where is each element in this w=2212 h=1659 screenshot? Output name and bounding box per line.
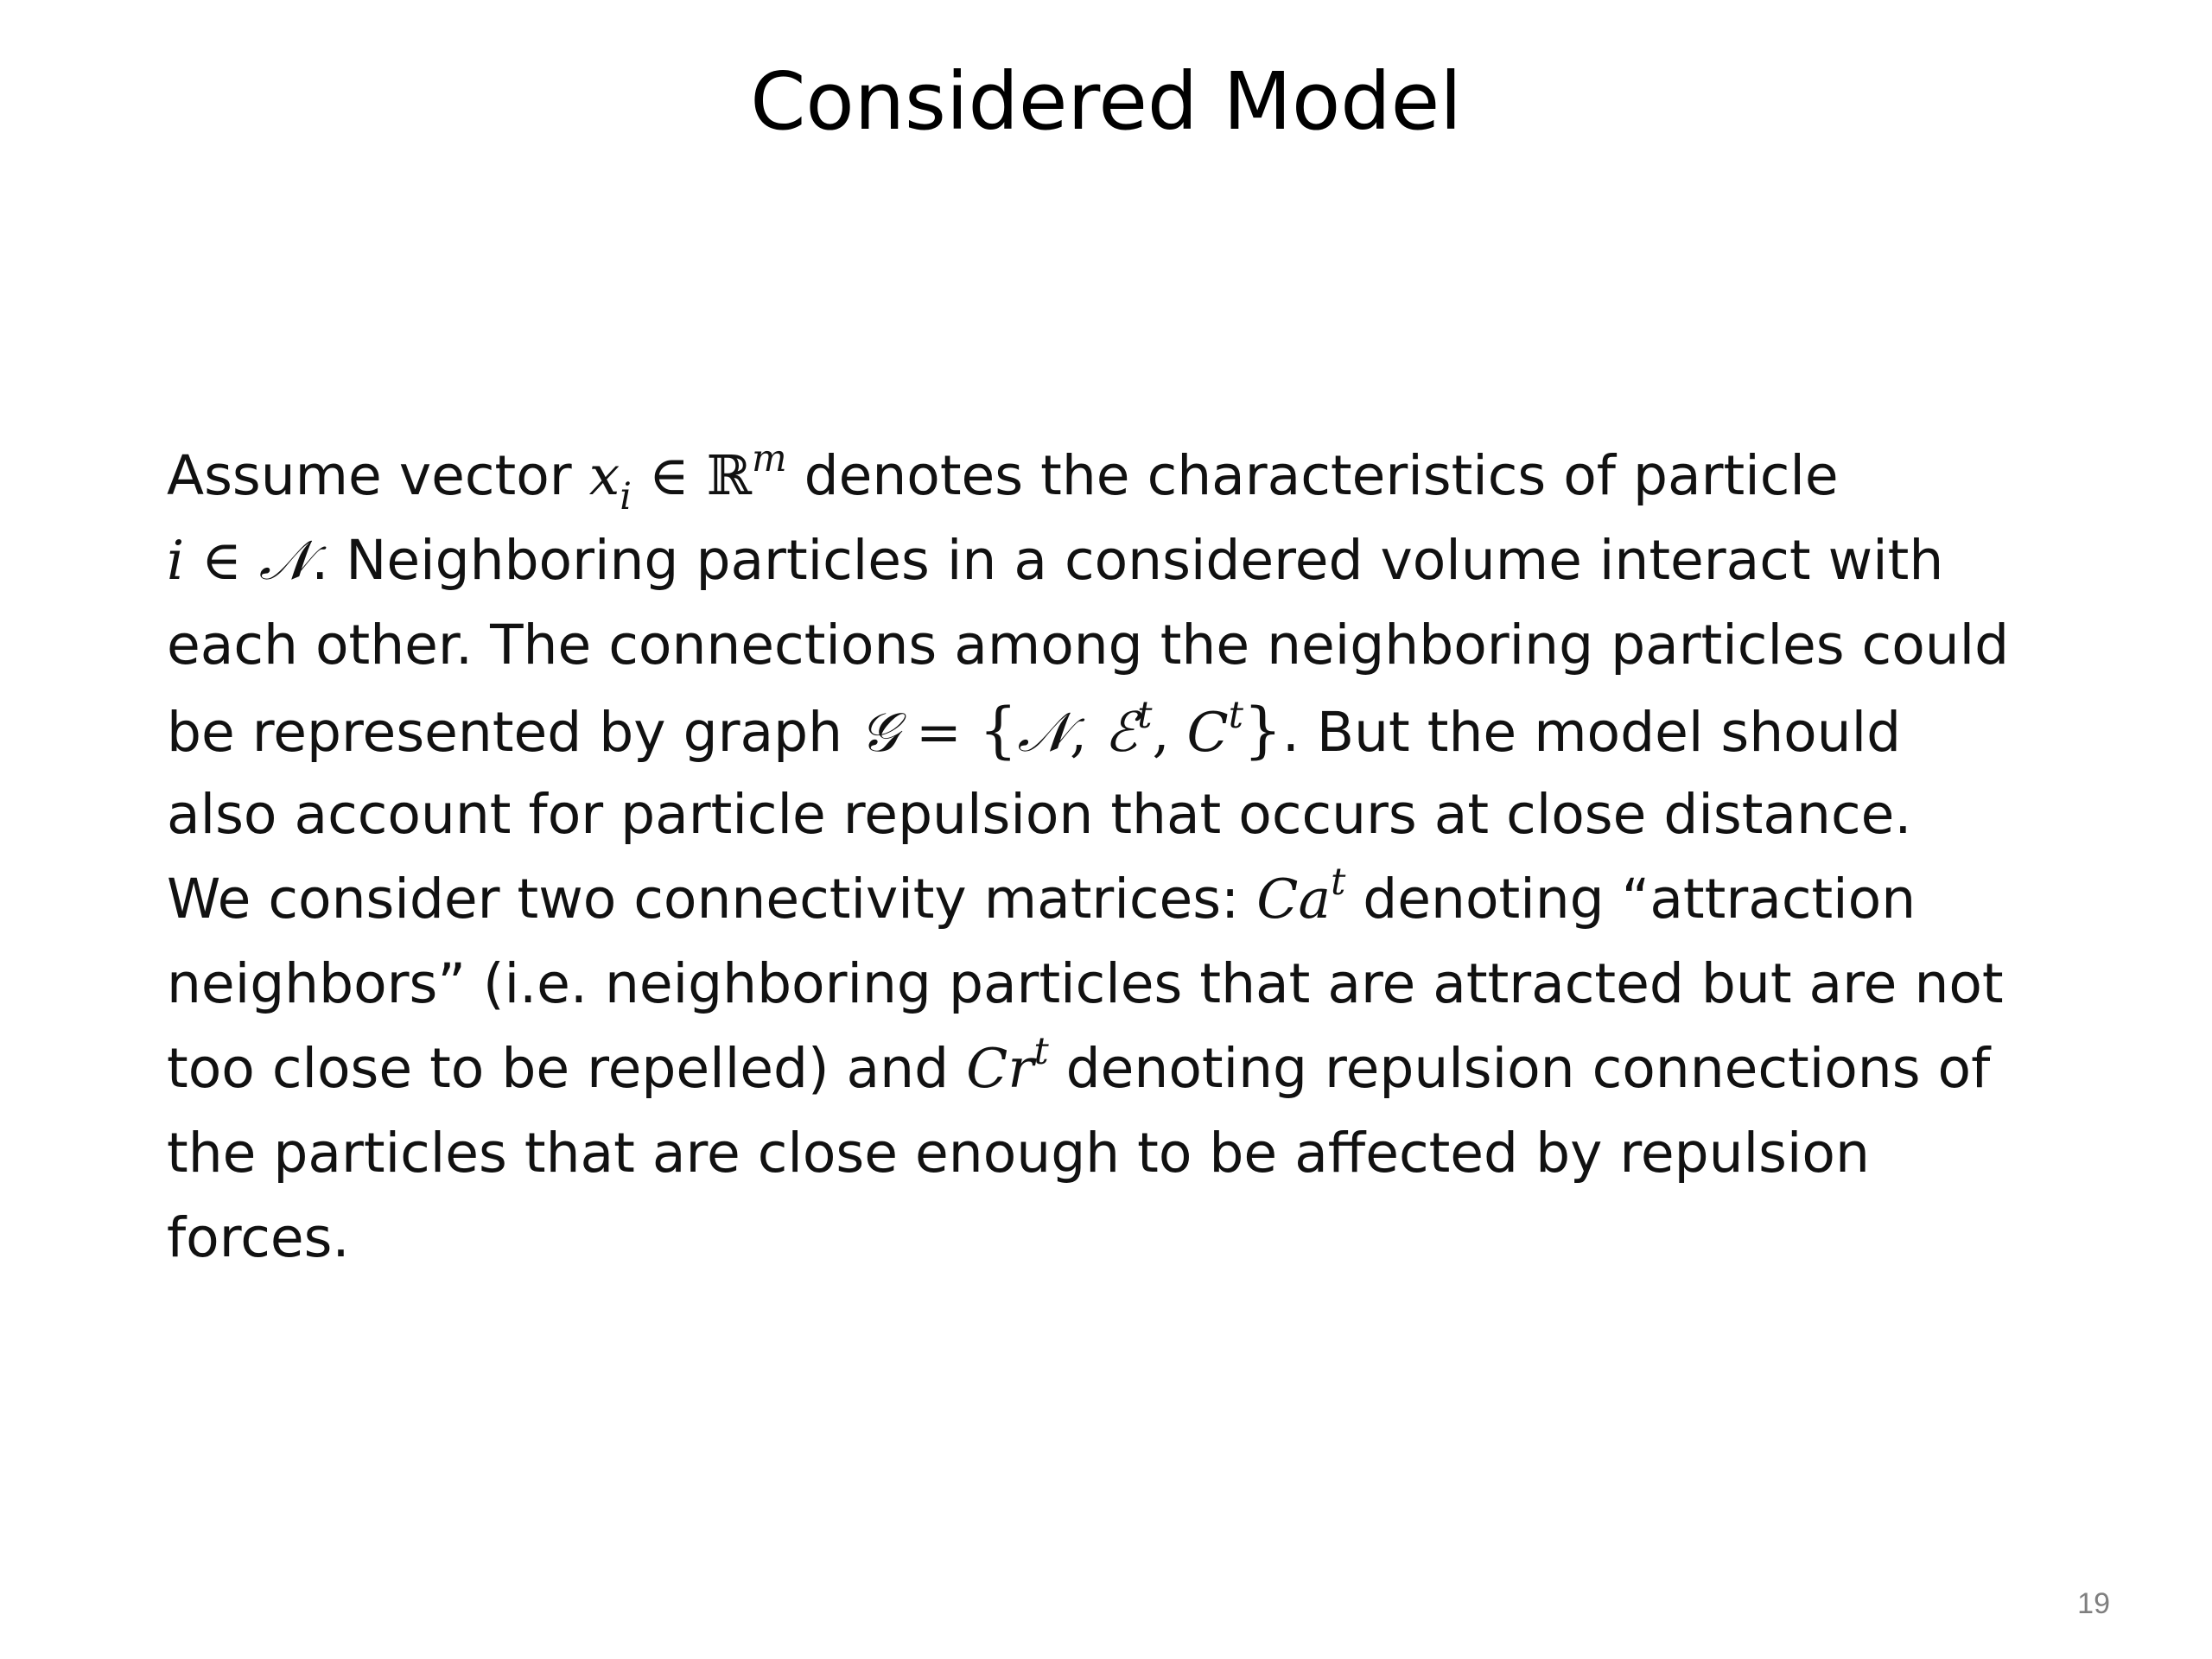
math-sup-t: t: [1137, 693, 1153, 737]
page-number: 19: [2077, 1587, 2110, 1620]
math-sup-m: m: [751, 436, 787, 480]
paragraph-line-8: [167, 1027, 2120, 1111]
text-run: denoting “attraction: [1345, 868, 1916, 931]
text-run: We consider two connectivity matrices:: [167, 868, 1257, 931]
math-var-i: i: [167, 529, 185, 592]
math-cr: [966, 1029, 1049, 1100]
paragraph-line-10: [167, 1196, 2120, 1281]
math-ca: [1256, 860, 1346, 931]
paragraph-line-3: [167, 603, 2120, 688]
math-blackboard-r: ℝ: [706, 444, 752, 507]
math-comma: ,: [1070, 701, 1105, 764]
math-sup-t: t: [1033, 1029, 1049, 1073]
math-sup-t: t: [1228, 693, 1243, 737]
math-var-ca: Ca: [1256, 868, 1332, 931]
text-run: neighbors” (i.e. neighboring particles that are attracted but are not: [167, 952, 2004, 1015]
math-sub-i: i: [620, 475, 632, 519]
paragraph-line-7: [167, 942, 2120, 1027]
math-reals: [706, 436, 787, 507]
text-run: denotes the characteristics of particle: [786, 444, 1839, 507]
math-right-brace: }: [1243, 695, 1282, 766]
math-cal-e: [1104, 693, 1153, 764]
math-x: [588, 444, 632, 519]
paragraph-line-2: [167, 518, 2120, 603]
slide-title: Considered Model: [750, 55, 1462, 148]
math-cal-e-symbol: ℰ: [1104, 701, 1138, 764]
math-var-c: C: [1186, 701, 1229, 764]
math-cal-n: 𝒩: [258, 529, 312, 592]
paragraph-line-9: [167, 1111, 2120, 1196]
math-cal-g: 𝒢: [860, 701, 899, 764]
paragraph-line-1: [167, 434, 2120, 518]
text-run: the particles that are close enough to be affected by repulsion: [167, 1122, 1870, 1185]
text-run: . But the model should: [1281, 701, 1902, 764]
text-run: also account for particle repulsion that occurs at close distance.: [167, 783, 1912, 846]
paragraph-line-6: [167, 857, 2120, 942]
slide-paragraph: [167, 434, 2120, 1281]
math-comma: ,: [1152, 701, 1187, 764]
text-run: too close to be repelled) and: [167, 1037, 967, 1100]
text-run: Assume vector: [167, 444, 589, 507]
math-var-cr: Cr: [966, 1037, 1034, 1100]
text-run: . Neighboring particles in a considered volume interact with: [311, 529, 1944, 592]
math-equals: =: [898, 701, 979, 764]
paragraph-line-5: [167, 772, 2120, 857]
text-run: denoting repulsion connections of: [1048, 1037, 1991, 1100]
text-run: be represented by graph: [167, 701, 861, 764]
math-cal-n: 𝒩: [1017, 701, 1071, 764]
math-left-brace: {: [978, 695, 1018, 766]
math-sup-t: t: [1331, 860, 1346, 904]
math-c: [1186, 693, 1243, 764]
paragraph-line-4: [167, 688, 2120, 772]
math-var-x: x: [588, 444, 620, 507]
math-in-symbol: ∈: [631, 444, 707, 507]
text-run: forces.: [167, 1206, 350, 1269]
math-in-symbol: ∈: [184, 529, 259, 592]
text-run: each other. The connections among the neighboring particles could: [167, 613, 2010, 677]
